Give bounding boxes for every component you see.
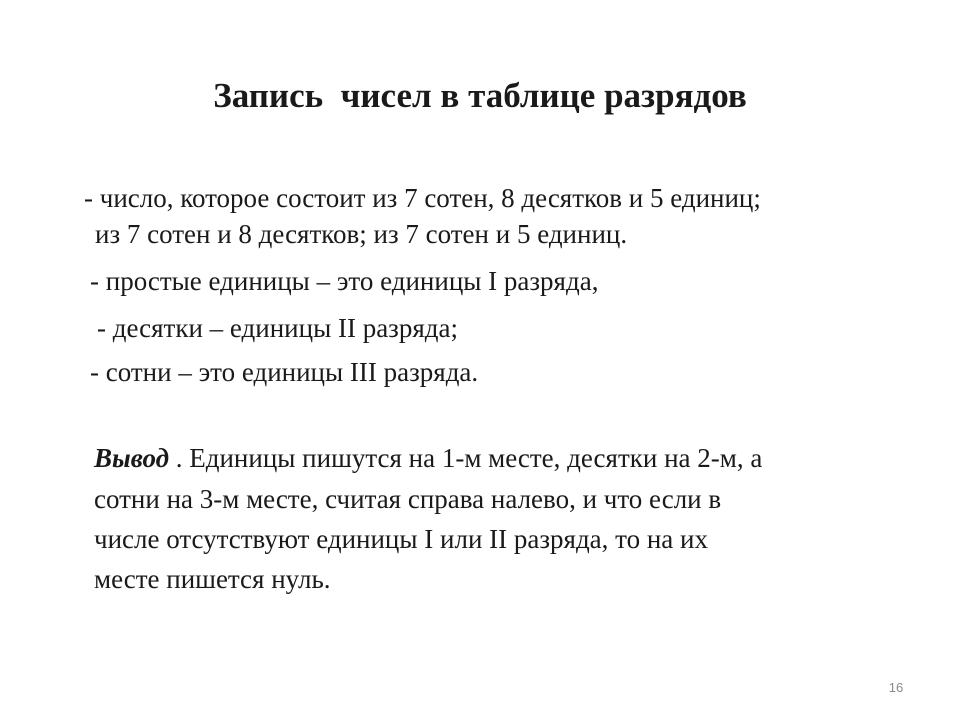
list-item-units: - простые единицы – это единицы I разряда,	[90, 266, 599, 296]
conclusion-line-4: месте пишется нуль.	[94, 564, 331, 594]
conclusion-line-3: числе отсутствуют единицы I или II разряда, то на их	[94, 524, 708, 554]
conclusion-line-1	[94, 440, 762, 476]
paragraph-number-composition-line-1: - число, которое состоит из 7 сотен, 8 десятков и 5 единиц;	[84, 183, 761, 213]
conclusion-text-1: . Единицы пишутся на 1-м месте, десятки на 2-м, а	[169, 443, 763, 473]
slide-title: Запись чисел в таблице разрядов	[213, 76, 747, 115]
list-item-tens: - десятки – единицы II разряда;	[97, 313, 458, 343]
list-item-hundreds: - сотни – это единицы III разряда.	[90, 357, 479, 387]
paragraph-number-composition-line-2: из 7 сотен и 8 десятков; из 7 сотен и 5 единиц.	[95, 219, 628, 249]
conclusion-label: Вывод	[94, 443, 169, 473]
conclusion-line-2: сотни на 3-м месте, считая справа налево, и что если в	[94, 484, 722, 514]
page-number: 16	[888, 680, 904, 695]
